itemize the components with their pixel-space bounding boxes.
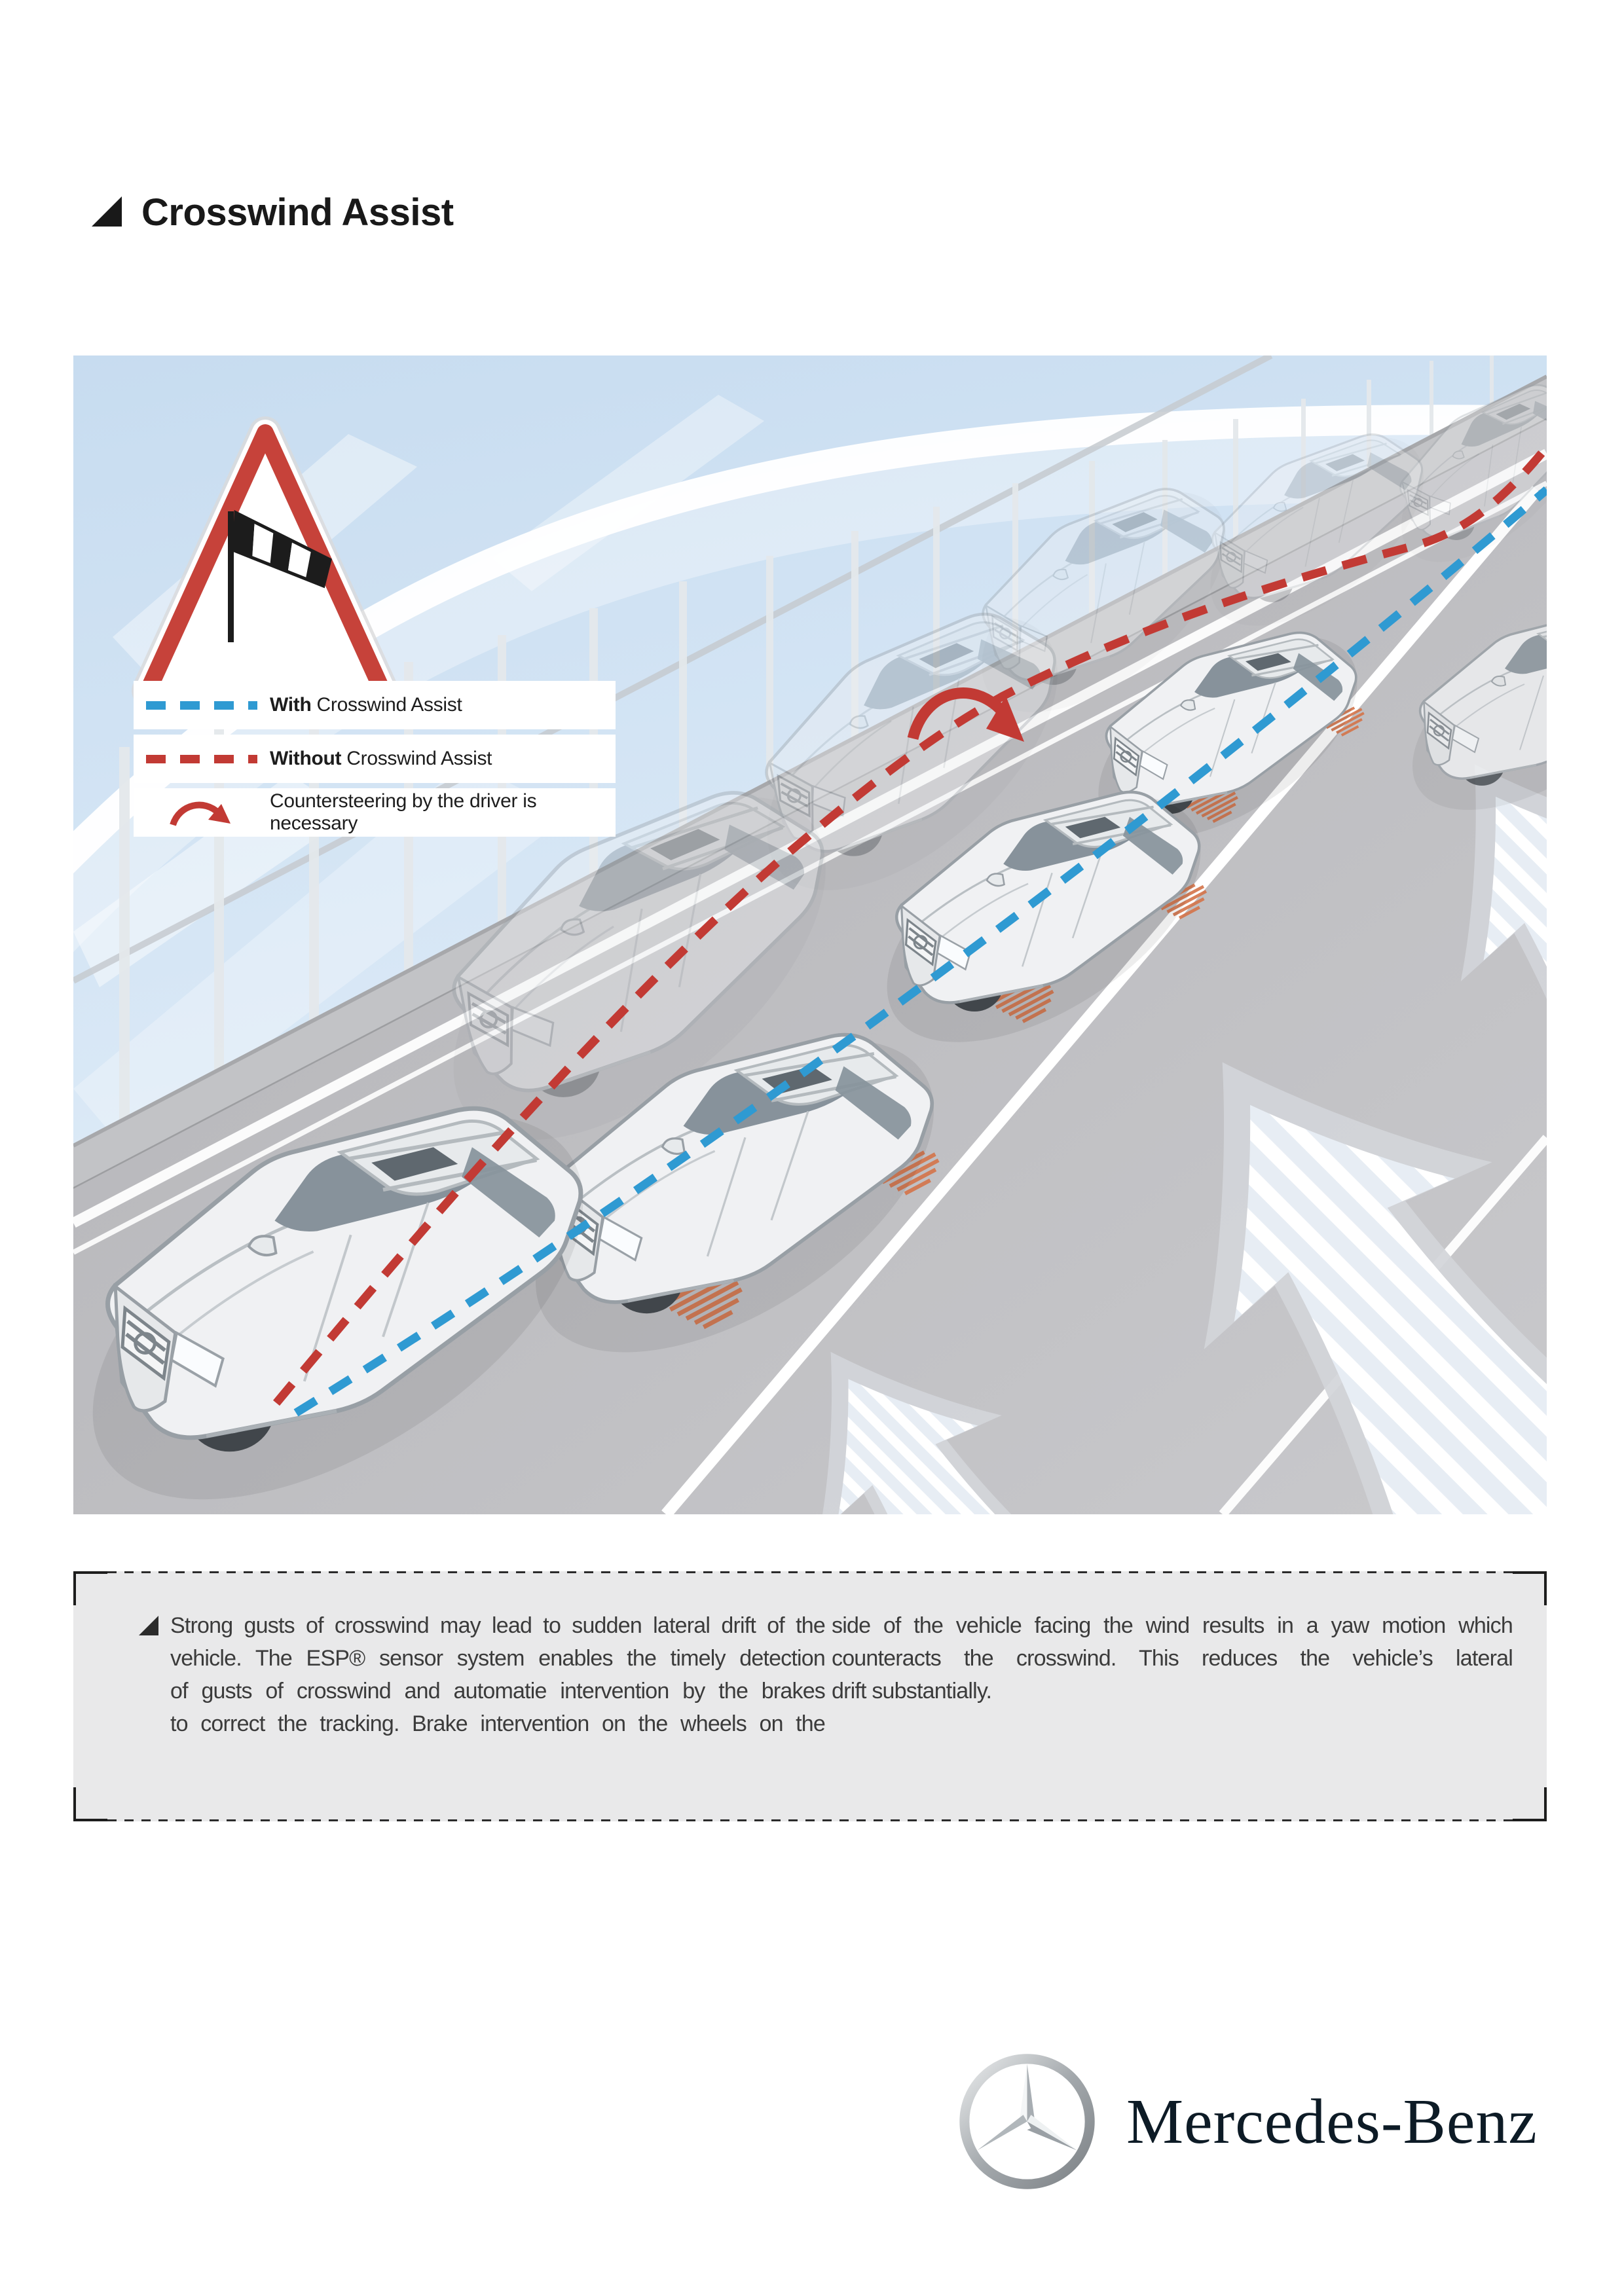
text-line: to correct the tracking. Brake intervention on the wheels on the bbox=[170, 1711, 825, 1736]
bullet-triangle-icon bbox=[139, 1616, 158, 1635]
info-box-dashed-border-bottom bbox=[73, 1819, 1547, 1821]
brand-footer bbox=[957, 2051, 1538, 2192]
text-line: side of the vehicle facing the wind results in a yaw motion which bbox=[832, 1613, 1513, 1638]
legend-label: Without Crosswind Assist bbox=[270, 748, 492, 769]
legend-item-without bbox=[134, 735, 616, 783]
legend-item-countersteering bbox=[134, 788, 616, 837]
highway-diagram bbox=[73, 355, 1547, 1514]
legend-label: With Crosswind Assist bbox=[270, 694, 462, 716]
mercedes-star-icon bbox=[957, 2051, 1098, 2192]
page-title-text: Crosswind Assist bbox=[141, 191, 454, 234]
corner-mark bbox=[1513, 1787, 1547, 1821]
text-line: drift substantially. bbox=[832, 1679, 992, 1704]
corner-mark bbox=[1513, 1571, 1547, 1605]
info-box-dashed-border-top bbox=[73, 1571, 1547, 1573]
text-line: counteracts the crosswind. This reduces the vehicle’s lateral bbox=[832, 1646, 1513, 1671]
corner-mark bbox=[73, 1787, 107, 1821]
title-triangle-icon bbox=[92, 196, 122, 227]
info-text-left-column bbox=[170, 1609, 825, 1740]
crosswind-illustration bbox=[73, 355, 1547, 1514]
legend-item-with bbox=[134, 681, 616, 729]
text-line: Strong gusts of crosswind may lead to sudden lateral drift of the bbox=[170, 1613, 825, 1638]
corner-mark bbox=[73, 1571, 107, 1605]
page-title bbox=[92, 191, 454, 234]
info-box bbox=[73, 1571, 1547, 1821]
text-line: vehicle. The ESP® sensor system enables the timely detection bbox=[170, 1646, 825, 1671]
text-line: of gusts of crosswind and automatie intervention by the brakes bbox=[170, 1679, 825, 1704]
countersteer-arrow-icon bbox=[168, 795, 236, 830]
brand-wordmark: Mercedes-Benz bbox=[1126, 2086, 1538, 2157]
info-text-right-column bbox=[832, 1609, 1513, 1707]
red-dashed-line-icon bbox=[146, 755, 257, 763]
blue-dashed-line-icon bbox=[146, 701, 257, 710]
legend-label: Countersteering by the driver is necessary bbox=[270, 790, 537, 834]
